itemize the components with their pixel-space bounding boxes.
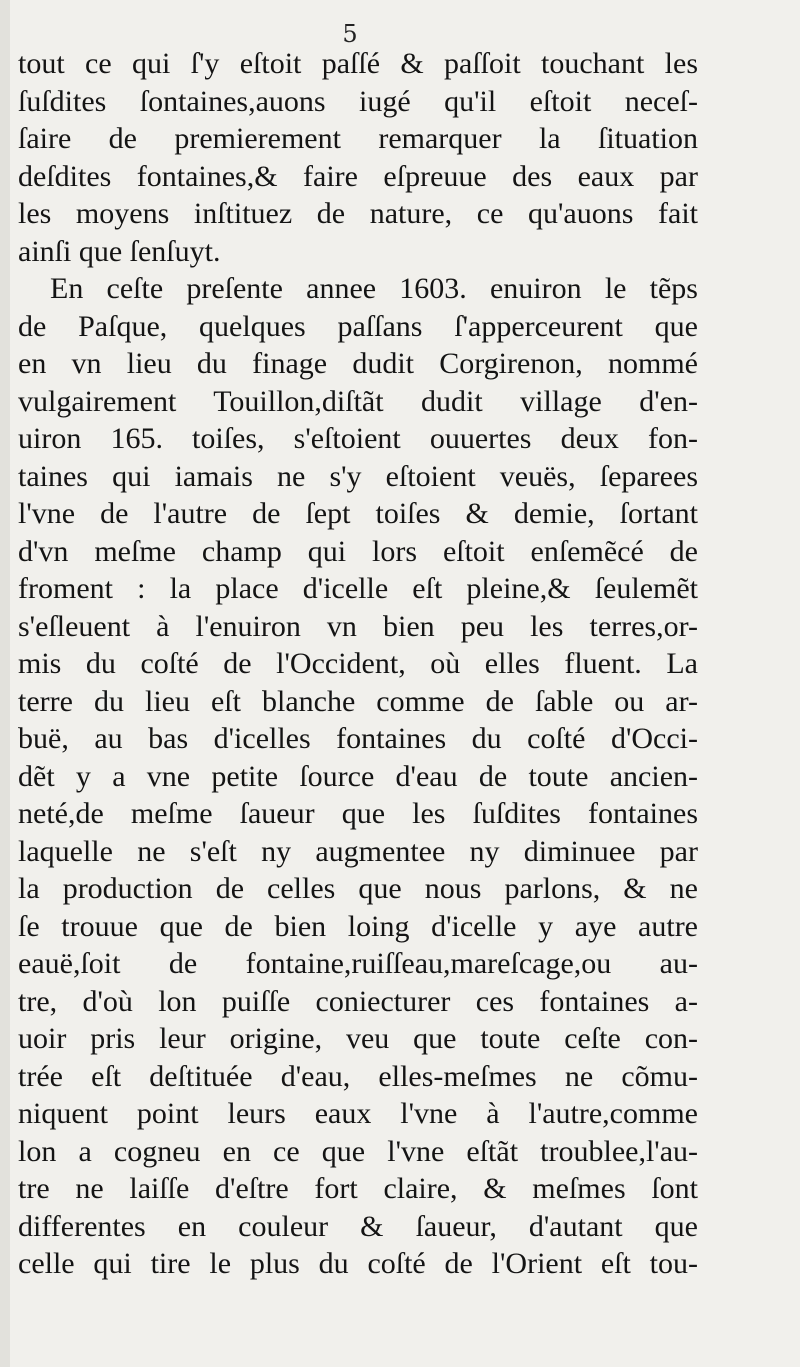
text-line: uoir pris leur origine, veu que toute ceſte con- [18, 1022, 698, 1055]
text-line: d'vn meſme champ qui lors eſtoit enſemẽcé de [18, 534, 698, 568]
text-line: tre, d'où lon puiſſe coniecturer ces fontaines a- [18, 984, 698, 1018]
text-line: uiron 165. toiſes, s'eſtoient ouuertes deux fon- [18, 422, 698, 455]
text-line: dẽt y a vne petite ſource d'eau de toute ancien- [18, 759, 698, 793]
text-line: celle qui tire le plus du coſté de l'Orient eſt tou- [18, 1247, 698, 1280]
text-line: lon a cogneu en ce que l'vne eſtãt troublee,l'au- [18, 1134, 698, 1168]
text-line: laquelle ne s'eſt ny augmentee ny diminuee par [18, 834, 698, 868]
page-number: 5 [342, 20, 358, 48]
text-line: niquent point leurs eaux l'vne à l'autre,comme [18, 1097, 698, 1130]
text-line: ſaire de premierement remarquer la ſituation [18, 122, 698, 155]
text-block [18, 45, 698, 1283]
text-line: differentes en couleur & ſaueur, d'autant que [18, 1209, 698, 1243]
text-line: les moyens inſtituez de nature, ce qu'auons fait [18, 197, 698, 230]
page-gutter-shadow [0, 0, 10, 1367]
text-line: froment : la place d'icelle eſt pleine,& ſeulemẽt [18, 572, 698, 605]
text-line: s'eſleuent à l'enuiron vn bien peu les terres,or- [18, 609, 698, 643]
text-line: deſdites fontaines,& faire eſpreuue des eaux par [18, 159, 698, 193]
text-line: ainſi que ſenſuyt. [18, 234, 221, 268]
text-line: trée eſt deſtituée d'eau, elles-meſmes ne cõmu- [18, 1059, 698, 1093]
text-line: ſuſdites ſontaines,auons iugé qu'il eſtoit neceſ- [18, 84, 698, 118]
text-line: eauë,ſoit de fontaine,ruiſſeau,mareſcage,ou au- [18, 947, 698, 980]
text-line: tout ce qui ſ'y eſtoit paſſé & paſſoit touchant les [18, 47, 698, 80]
text-line: de Paſque, quelques paſſans ſ'apperceurent que [18, 309, 698, 343]
text-line: en vn lieu du finage dudit Corgirenon, nommé [18, 347, 698, 380]
text-line: buë, au bas d'icelles fontaines du coſté d'Occi- [18, 722, 698, 755]
text-line: vulgairement Touillon,diſtãt dudit village d'en- [18, 384, 698, 418]
text-line: tre ne laiſſe d'eſtre fort claire, & meſmes ſont [18, 1172, 698, 1205]
text-line: la production de celles que nous parlons, & ne [18, 872, 698, 905]
text-line: mis du coſté de l'Occident, où elles fluent. La [18, 647, 698, 680]
text-line: taines qui iamais ne s'y eſtoient veuës, ſeparees [18, 459, 698, 493]
text-line-paragraph-start: En ceſte preſente annee 1603. enuiron le tẽps [50, 272, 698, 305]
text-line: ſe trouue que de bien loing d'icelle y aye autre [18, 909, 698, 943]
text-line: l'vne de l'autre de ſept toiſes & demie, ſortant [18, 497, 698, 530]
text-line: terre du lieu eſt blanche comme de ſable ou ar- [18, 684, 698, 718]
text-line: neté,de meſme ſaueur que les ſuſdites fontaines [18, 797, 698, 830]
